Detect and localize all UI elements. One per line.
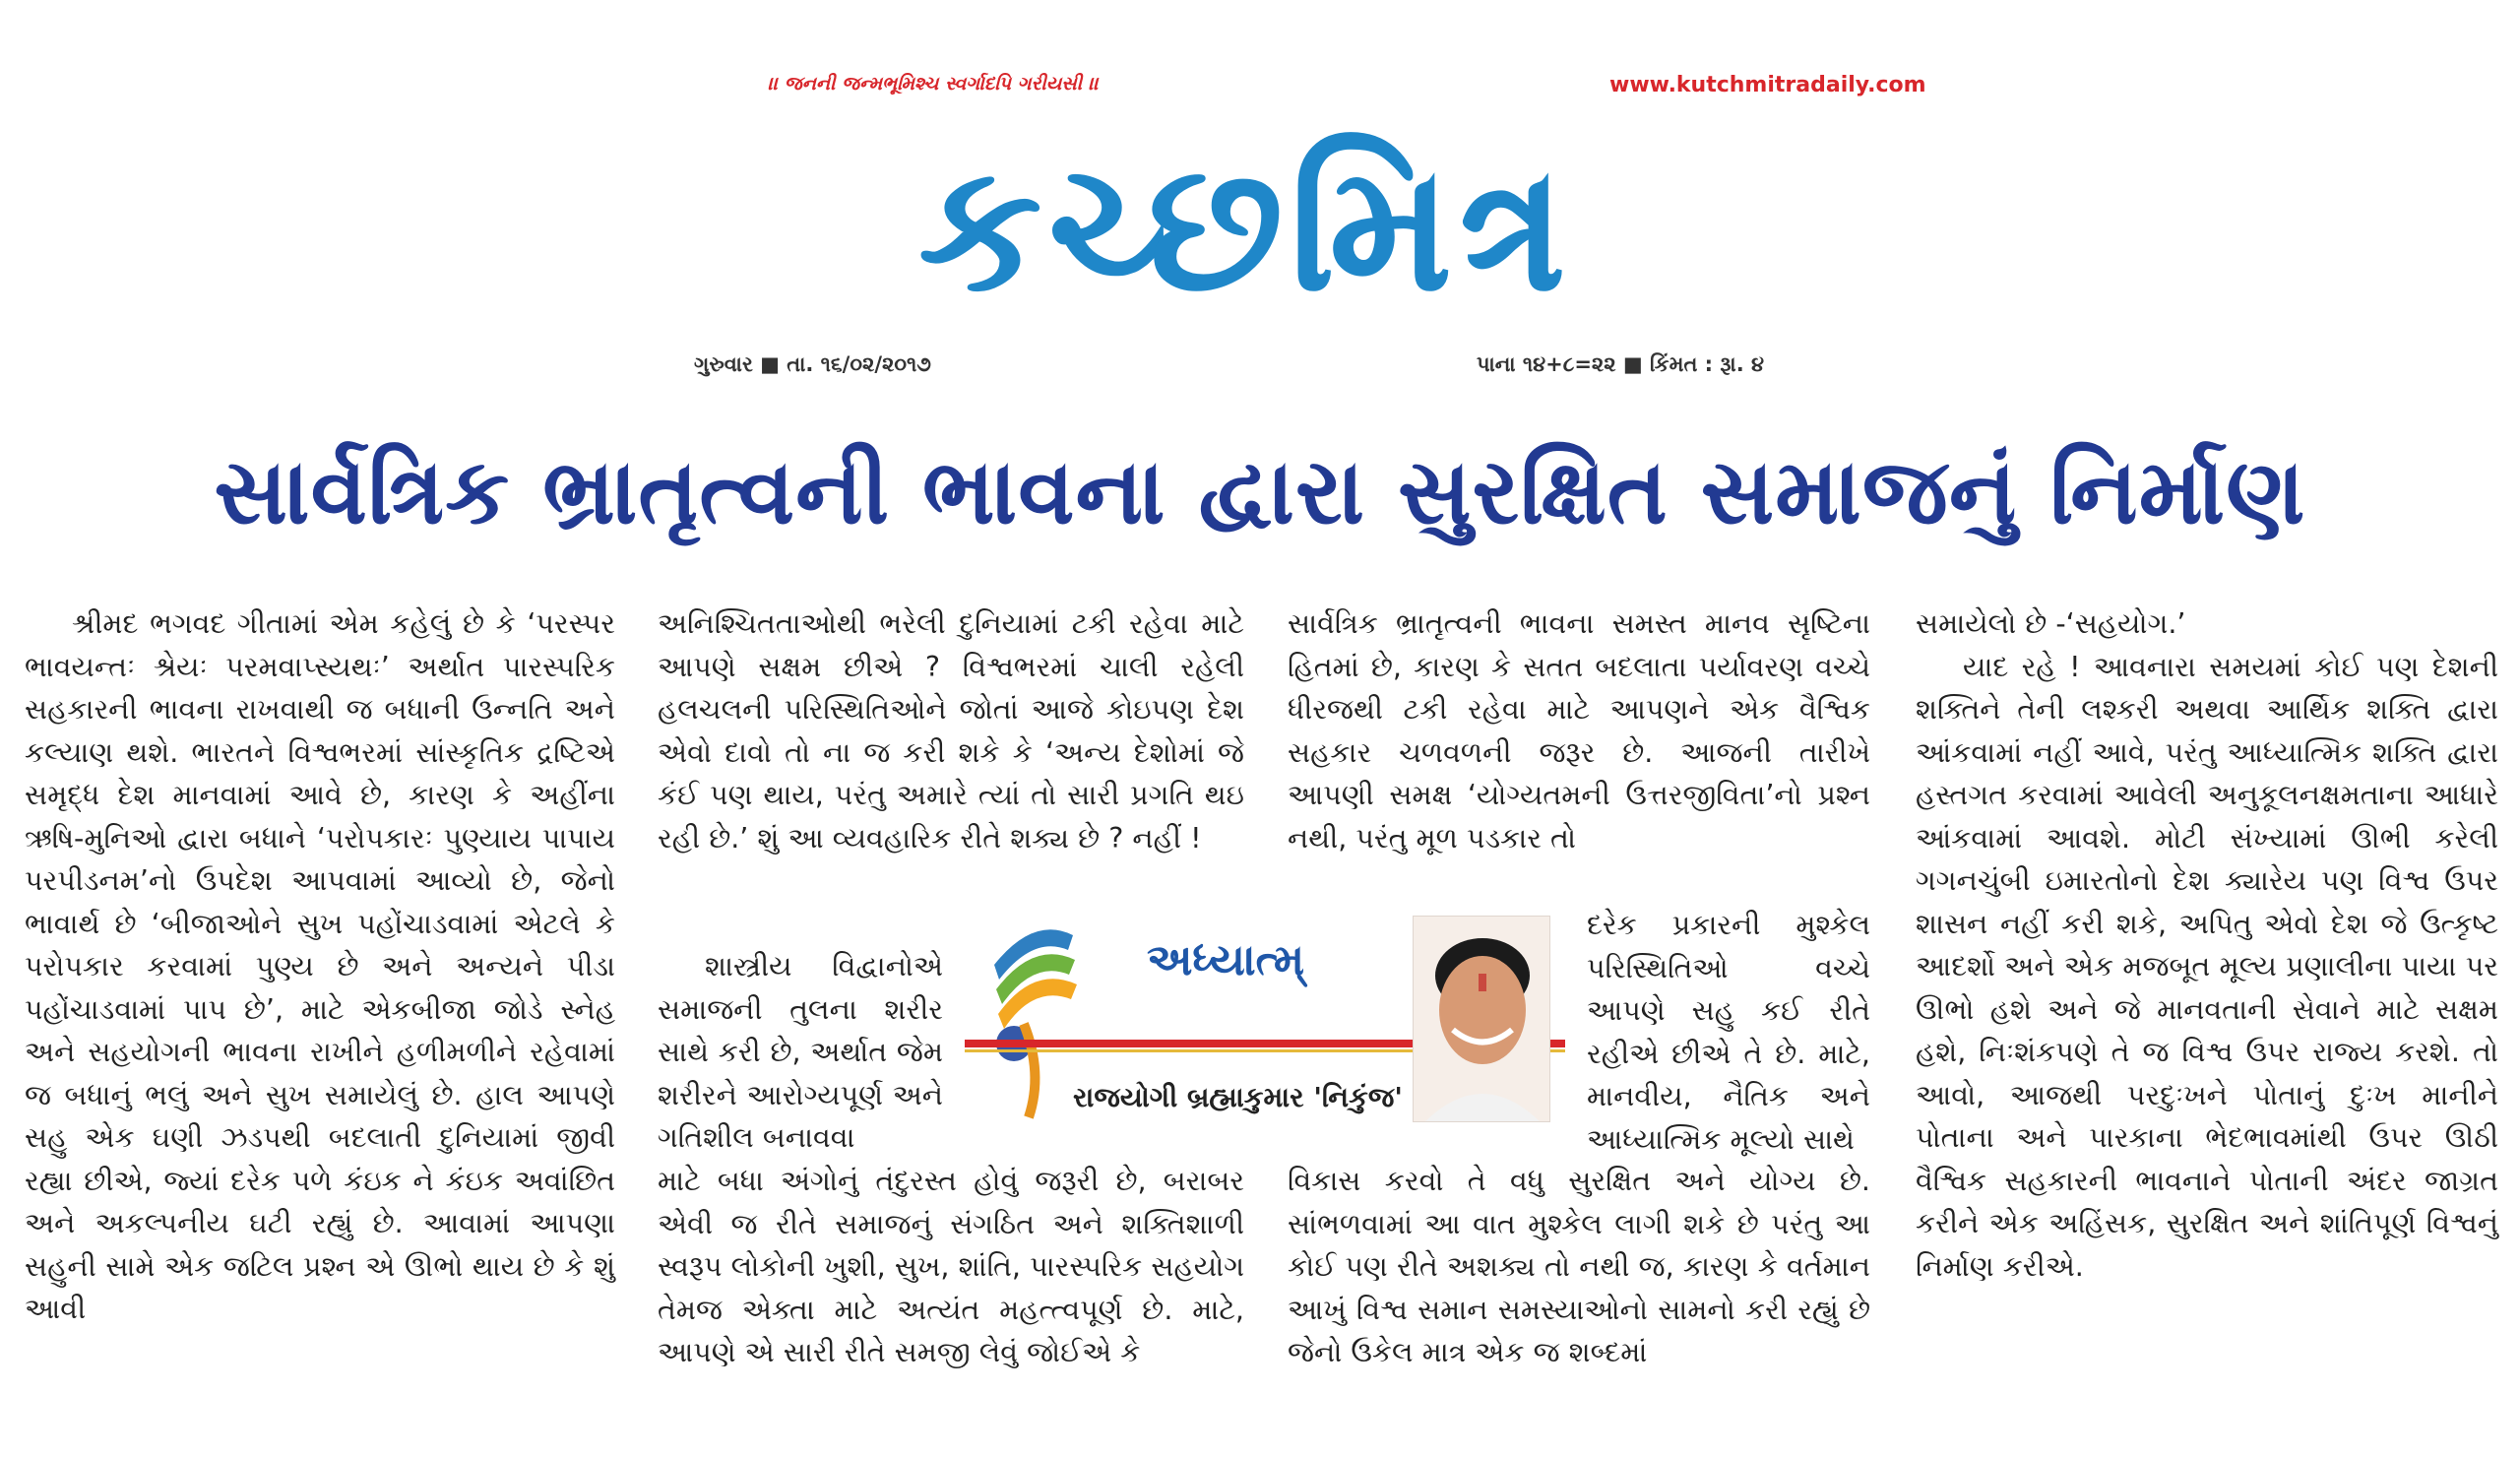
pages-price: પાના ૧૪+૮=૨૨ ■ કિંમત : રૂા. ૪: [1477, 352, 1765, 376]
article-column-2-top: [658, 602, 1244, 859]
column-2-wrap-text: શાસ્ત્રીય વિદ્વાનોએ સમાજની તુલના શરીર સાથે કરી છે, અર્થાત જેમ શરીરને આરોગ્યપૂર્ણ અને ગતિશીલ બનાવવા: [658, 950, 943, 1154]
article-column-4: [1916, 602, 2498, 1288]
article-column-3-bottom: [1288, 1160, 1870, 1374]
column-1-text: શ્રીમદ ભગવદ ગીતામાં એમ કહેલું છે કે ‘પરસ્પર ભાવયન્તઃ શ્રેયઃ પરમવાપ્સ્યથઃ’ અર્થાત પારસ્પરિક સહકારની ભાવના રાખવાથી જ બધાની ઉન્નતિ અને કલ્યાણ થશે. ભારતને વિશ્વભરમાં સાંસ્કૃતિક દ્રષ્ટિએ સમૃદ્ધ દેશ માનવામાં આવે છે, કારણ કે અહીંના ઋષિ-મુનિઓ દ્વારા બધાને ‘પરોપકારઃ પુણ્યાય પાપાય પરપીડનમ’નો ઉપદેશ આપવામાં આવ્યો છે, જેનો ભાવાર્થ છે ‘બીજાઓને સુખ પહોંચાડવામાં એટલે કે પરોપકાર કરવામાં પુણ્ય છે અને અન્યને પીડા પહોંચાડવામાં પાપ છે’, માટે એકબીજા જોડે સ્નેહ અને સહયોગની ભાવના રાખીને હળીમળીને રહેવામાં જ બધાનું ભલું અને સુખ સમાયેલું છે. હાલ આપણે સહુ એક ઘણી ઝડપથી બદલાતી દુનિયામાં જીવી રહ્યા છીએ, જ્યાં દરેક પળે કંઇક ને કંઇક અવાંછિત અને અકલ્પનીય ઘટી રહ્યું છે. આવામાં આપણા સહુની સામે એક જટિલ પ્રશ્ન એ ઊભો થાય છે કે શું આવી: [25, 607, 615, 1325]
column-4-text: યાદ રહે ! આવનારા સમયમાં કોઈ પણ દેશની શક્તિને તેની લશ્કરી અથવા આર્થિક શક્તિ દ્વારા આંકવામાં નહીં આવે, પરંતુ આધ્યાત્મિક શક્તિ દ્વારા હસ્તગત કરવામાં આવેલી અનુકૂલનક્ષમતાના આધારે આંકવામાં આવશે. મોટી સંખ્યામાં ઊભી કરેલી ગગનચુંબી ઇમારતોનો દેશ ક્યારેય પણ વિશ્વ ઉપર શાસન નહીં કરી શકે, અપિતુ એવો દેશ જે ઉત્કૃષ્ટ આદર્શો અને એક મજબૂત મૂલ્ય પ્રણાલીના પાયા પર ઊભો હશે અને જે માનવતાની સેવાને માટે સક્ષમ હશે, નિઃશંકપણે તે જ વિશ્વ ઉપર રાજ્ય કરશે. તો આવો, આજથી પરદુઃખને પોતાનું દુઃખ માનીને પોતાના અને પારકાના ભેદભાવમાંથી ઉપર ઊઠી વૈશ્વિક સહકારની ભાવનાને પોતાની અંદર જાગ્રત કરીને એક અહિંસક, સુરક્ષિત અને શાંતિપૂર્ણ વિશ્વનું નિર્માણ કરીએ.: [1916, 650, 2498, 1283]
article-column-1: [25, 602, 615, 1331]
article-column-2-wrap: [658, 945, 943, 1160]
article-column-3-top: [1288, 602, 1870, 859]
author-photo: [1413, 916, 1550, 1122]
article-headline-container: [24, 423, 2496, 561]
article-headline: સાર્વત્રિક ભ્રાતૃત્વની ભાવના દ્વારા સુરક્ષિત સમાજનું નિર્માણ: [214, 438, 2306, 544]
column-4-first-line: સમાયેલો છે -‘સહયોગ.’: [1916, 607, 2186, 640]
adhyatma-logo-icon: [984, 906, 1083, 1122]
author-portrait-icon: [1414, 917, 1550, 1122]
column-3-top-text: સાર્વત્રિક ભ્રાતૃત્વની ભાવના સમસ્ત માનવ સૃષ્ટિના હિતમાં છે, કારણ કે સતત બદલાતા પર્યાવરણ વચ્ચે ધીરજથી ટકી રહેવા માટે આપણને એક વૈશ્વિક સહકાર ચળવળની જરૂર છે. આજની તારીખે આપણી સમક્ષ ‘યોગ્યતમની ઉત્તરજીવિતા’નો પ્રશ્ન નથી, પરંતુ મૂળ પડકાર તો: [1288, 607, 1870, 855]
column-3-bottom-text: વિકાસ કરવો તે વધુ સુરક્ષિત અને યોગ્ય છે. સાંભળવામાં આ વાત મુશ્કેલ લાગી શકે છે પરંતુ આ કોઈ પણ રીતે અશક્ય તો નથી જ, કારણ કે વર્તમાન આખું વિશ્વ સમાન સમસ્યાઓનો સામનો કરી રહ્યું છે જેનો ઉકેલ માત્ર એક જ શબ્દમાં: [1288, 1165, 1870, 1368]
issue-date: ગુરુવાર ■ તા. ૧૬/૦૨/૨૦૧૭: [694, 352, 931, 376]
masthead-motto: ।। જનની જન્મભૂમિશ્ચ સ્વર્ગાદપિ ગરીયસી ।।: [768, 73, 1099, 95]
logo-text: કચ્છમિત્ર: [917, 126, 1573, 330]
article-column-3-wrap: [1587, 904, 1870, 1161]
newspaper-logo: [689, 120, 1801, 337]
masthead-website[interactable]: www.kutchmitradaily.com: [1609, 73, 1926, 97]
column-2-top-text: અનિશ્ચિતતાઓથી ભરેલી દુનિયામાં ટકી રહેવા માટે આપણે સક્ષમ છીએ ? વિશ્વભરમાં ચાલી રહેલી હલચલની પરિસ્થિતિઓને જોતાં આજે કોઇપણ દેશ એવો દાવો તો ના જ કરી શકે કે ‘અન્ય દેશોમાં જે કંઈ પણ થાય, પરંતુ અમારે ત્યાં તો સારી પ્રગતિ થઇ રહી છે.’ શું આ વ્યવહારિક રીતે શક્ય છે ? નહીં !: [658, 607, 1244, 855]
column-title-box: [965, 906, 1565, 1142]
column-3-wrap-text: દરેક પ્રકારની મુશ્કેલ પરિસ્થિતિઓ વચ્ચે આપણે સહુ કઈ રીતે રહીએ છીએ તે છે. માટે, માનવીય, નૈતિક અને આધ્યાત્મિક મૂલ્યો સાથે: [1587, 909, 1870, 1156]
column-title: અધ્યાત્મ્: [1147, 935, 1305, 985]
column-author: રાજયોગી બ્રહ્માકુમાર 'નિકુંજ': [1073, 1081, 1403, 1113]
article-column-2-bottom: [658, 1160, 1244, 1374]
column-2-bottom-text: માટે બધા અંગોનું તંદુરસ્ત હોવું જરૂરી છે, બરાબર એવી જ રીતે સમાજનું સંગઠિત અને શક્તિશાળી સ્વરૂપ લોકોની ખુશી, સુખ, શાંતિ, પારસ્પરિક સહયોગ તેમજ એક્તા માટે અત્યંત મહત્ત્વપૂર્ણ છે. માટે, આપણે એ સારી રીતે સમજી લેવું જોઈએ કે: [658, 1165, 1244, 1368]
